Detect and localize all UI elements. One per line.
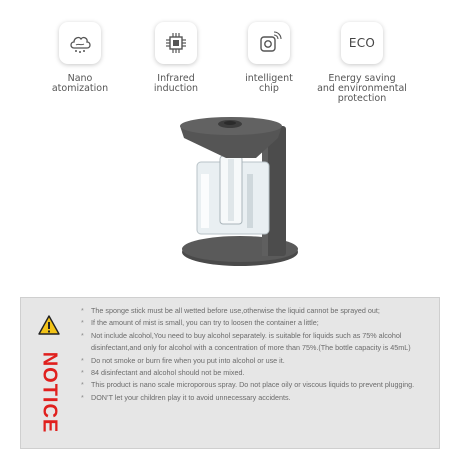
- notice-list: [81, 305, 437, 404]
- product-image: [150, 104, 330, 289]
- notice-item-text: DON’T let your children play it to avoid unnecessary accidents.: [91, 392, 291, 402]
- notice-sidebar: [21, 298, 75, 448]
- notice-item: [81, 392, 437, 404]
- eco-icon: ECO: [348, 36, 376, 50]
- bullet-star-icon: *: [81, 380, 84, 390]
- feature-badge: [248, 22, 290, 64]
- feature-badge: [155, 22, 197, 64]
- bullet-star-icon: *: [81, 392, 84, 402]
- bullet-star-icon: *: [81, 306, 84, 315]
- feature-nano-atomization: [32, 22, 128, 94]
- notice-panel: [20, 297, 440, 449]
- feature-label: Nano atomization: [51, 73, 109, 94]
- feature-label: Energy saving and environmental protection: [317, 73, 407, 104]
- bullet-star-icon: *: [81, 368, 84, 378]
- notice-item-text: 84 disinfectant and alcohol should not be mixed.: [91, 368, 245, 378]
- notice-item: [81, 305, 437, 317]
- notice-item: [81, 367, 437, 379]
- notice-item: [81, 317, 437, 329]
- warning-icon: [38, 315, 60, 335]
- smart-camera-icon: [256, 30, 282, 56]
- chip-icon: [163, 30, 189, 56]
- notice-item-text: The sponge stick must be all wetted before use,otherwise the liquid cannot be sprayed out;: [91, 306, 380, 315]
- cloud-icon: [67, 30, 93, 56]
- bullet-star-icon: *: [81, 330, 84, 340]
- feature-infrared-induction: [128, 22, 224, 94]
- feature-badge: [59, 22, 101, 64]
- notice-item: [81, 379, 437, 391]
- notice-item-text: This product is nano scale microporous spray. Do not place oily or viscous liquids to prevent plugging.: [91, 380, 415, 390]
- notice-title-text: NOTICE: [38, 351, 61, 433]
- bullet-star-icon: *: [81, 355, 84, 365]
- notice-item: [81, 355, 437, 367]
- notice-item: [81, 330, 437, 355]
- feature-label: intelligent chip: [245, 73, 293, 94]
- sprayer-illustration: [150, 104, 330, 289]
- feature-energy-saving: [314, 22, 410, 104]
- notice-title: [31, 350, 67, 434]
- feature-label: Infrared induction: [153, 73, 199, 94]
- feature-intelligent-chip: [221, 22, 317, 94]
- feature-badge: [341, 22, 383, 64]
- notice-item-text: Do not smoke or burn fire when you put into alcohol or use it.: [91, 355, 285, 365]
- bullet-star-icon: *: [81, 318, 84, 328]
- notice-item-text: If the amount of mist is small, you can try to loosen the container a little;: [91, 318, 319, 328]
- feature-row: [0, 0, 459, 110]
- notice-item-text: Not include alcohol,You need to buy alcohol separately. is suitable for liquids such as 75% alcohol disinfectant,and only for alcohol with a concentration of more than 75%.(The bottle capacity is 45mL): [91, 330, 411, 353]
